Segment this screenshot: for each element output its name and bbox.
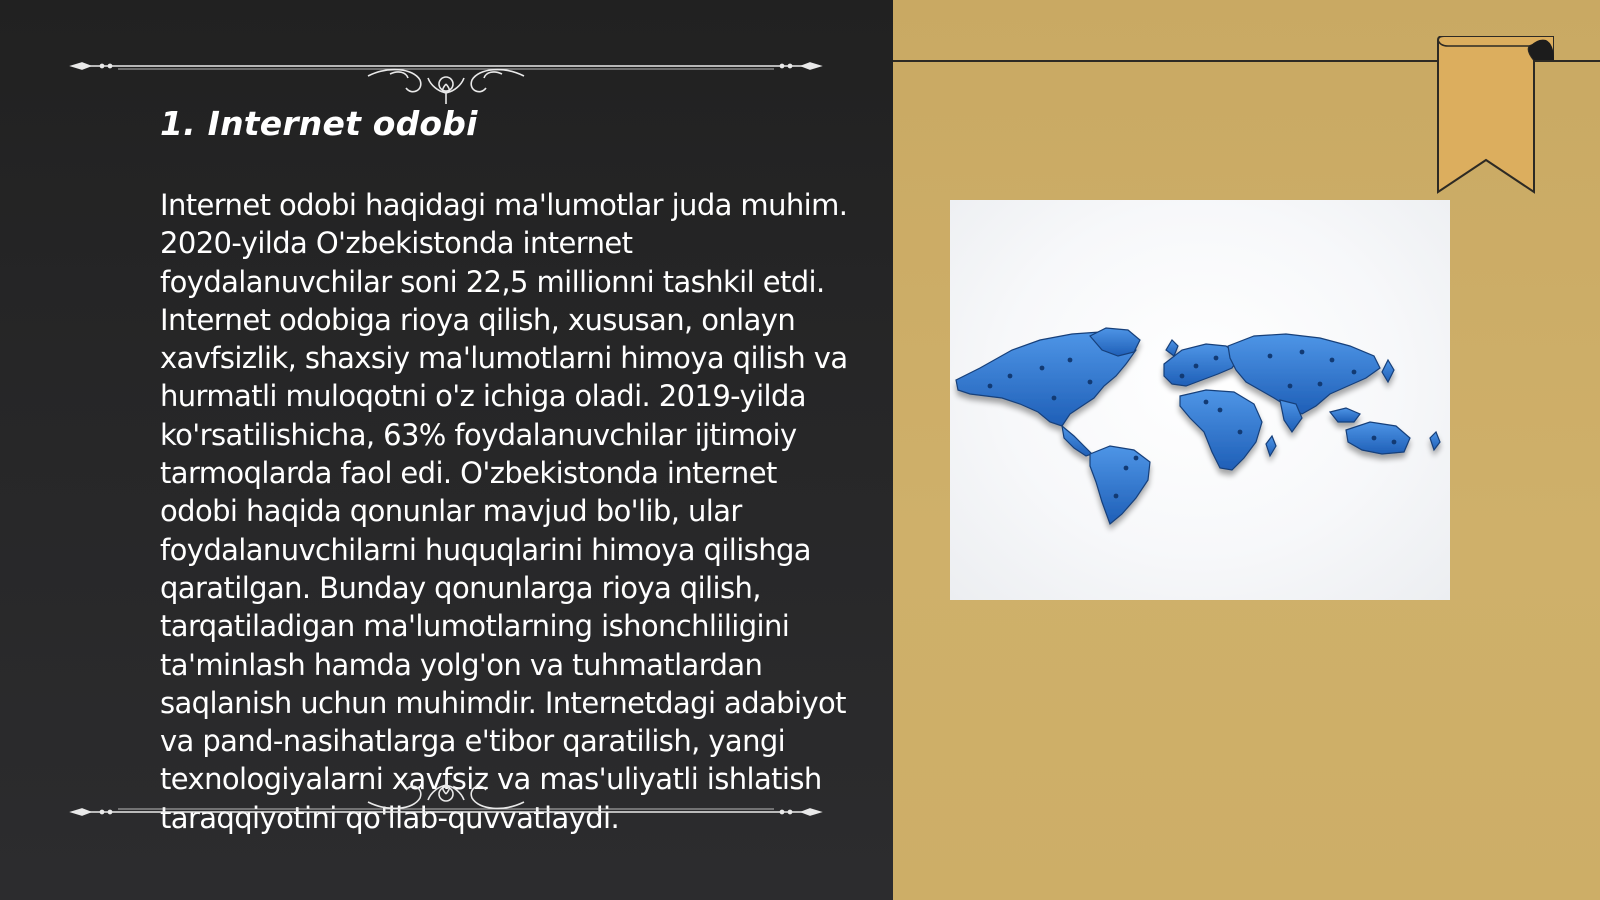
bottom-ornament-divider [68, 772, 824, 832]
slide-body-text: Internet odobi haqidagi ma'lumotlar juda muhim. 2020-yilda O'zbekistonda internet foydalanuvchilar soni 22,5 millionni tashkil etdi. Internet odobiga rioya qilish, xususan, onlayn xavfsizlik, shaxsiy ma'lumotlarni himoya qilish va hurmatli muloqotni o'z ichiga oladi. 2019-yilda ko'rsatilishicha, 63% foydalanuvchilar ijtimoiy tarmoqlarda faol edi. O'zbekistonda internet odobi haqida qonunlar mavjud bo'lib, ular foydalanuvchilarni huquqlarini himoya qilishga qaratilgan. Bunday qonunlarga rioya qilish, tarqatiladigan ma'lumotlarning ishonchliligini ta'minlash hamda yolg'on va tuhmatlardan saqlanish uchun muhimdir. Internetdagi adabiyot va pand-nasihatlarga e'tibor qaratilish, yangi texnologiyalarni xavfsiz va mas'uliyatli ishlatish taraqqiyotini qo'llab-quvvatlaydi. [160, 188, 848, 835]
top-ornament-divider [68, 50, 824, 110]
bookmark-ribbon-icon [1434, 36, 1554, 196]
slide-title: 1. Internet odobi [160, 104, 478, 143]
world-map-image [950, 200, 1450, 600]
world-map-icon [950, 200, 1450, 600]
